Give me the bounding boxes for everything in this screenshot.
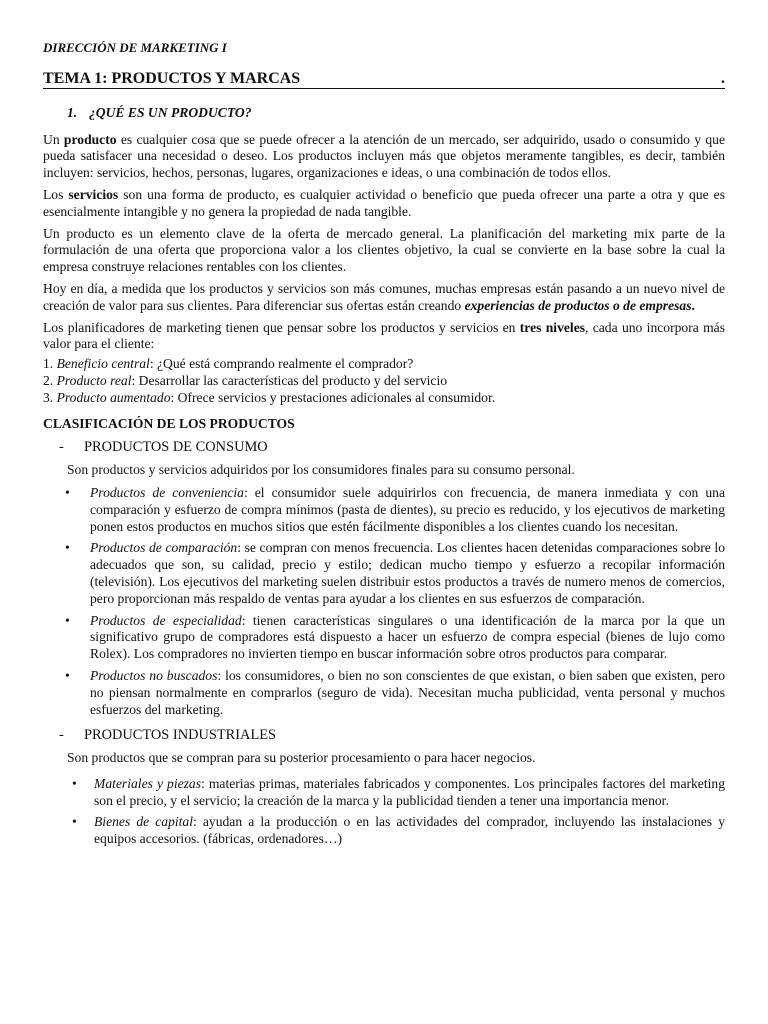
- item-term: Bienes de capital: [94, 814, 193, 830]
- industrial-products-title: PRODUCTOS INDUSTRIALES: [84, 727, 277, 744]
- level-term: Beneficio central: [56, 356, 150, 372]
- level-item: [43, 373, 725, 390]
- topic-title-end: .: [721, 69, 725, 87]
- section-heading: [67, 105, 725, 122]
- term-servicios: servicios: [68, 186, 119, 202]
- paragraph-product-definition: [43, 132, 725, 182]
- text-run: Los: [43, 186, 69, 202]
- item-term: Productos de especialidad: [90, 612, 242, 628]
- paragraph-market-offer: Un producto es un elemento clave de la oferta de mercado general. La planificación del marketing mix parte de la formulación de una oferta que proporciona valor a los clientes objetivo, la cual se convierte en la base sobre la cual la empresa construye relaciones rentables con los clientes.: [43, 225, 725, 275]
- industrial-products-intro: Son productos que se compran para su posterior procesamiento o para hacer negocios.: [67, 750, 536, 766]
- bullet-icon: •: [65, 667, 70, 683]
- section-title: ¿QUÉ ES UN PRODUCTO?: [89, 104, 252, 120]
- item-term: Productos de conveniencia: [90, 484, 244, 500]
- bullet-icon: •: [72, 775, 77, 791]
- text-run: Hoy en día, a medida que los productos y servicios son más comunes, muchas empresas están pasando a un nuevo nivel de creación de valor para sus clientes. Para diferenciar sus ofertas están creando: [43, 280, 725, 313]
- item-term: Materiales y piezas: [94, 775, 202, 791]
- text-run: Un: [43, 131, 64, 147]
- text-run: , cada uno incorpora más valor para el cliente:: [43, 319, 725, 352]
- industrial-products-heading: [59, 727, 725, 744]
- item-term: Productos no buscados: [90, 667, 218, 683]
- item-text: : el consumidor suele adquirirlos con frecuencia, de manera inmediata y con una comparación y esfuerzo de compra mínimos (pasta de dientes), su precio es reducido, y los ejecutivos de marketing ponen estos productos en muchos sitios que estén fácilmente disponibles a los clientes cuando los necesitan.: [90, 484, 725, 534]
- course-title: DIRECCIÓN DE MARKETING I: [43, 40, 227, 55]
- text-run: .: [691, 297, 695, 313]
- level-number: 2.: [43, 372, 57, 388]
- list-item: [43, 613, 725, 663]
- paragraph-three-levels: [43, 320, 725, 354]
- dash-marker: -: [59, 439, 64, 456]
- topic-title: [43, 70, 725, 89]
- level-text: : Desarrollar las características del producto y del servicio: [131, 372, 448, 388]
- item-text: : materias primas, materiales fabricados y componentes. Los principales factores del marketing son el precio, y el servicio; la creación de la marca y la publicidad tienden a tener una importancia menor.: [94, 775, 725, 808]
- level-number: 3.: [43, 389, 57, 405]
- classification-heading: CLASIFICACIÓN DE LOS PRODUCTOS: [43, 415, 295, 431]
- consumer-products-list: [43, 485, 725, 718]
- term-experiencias: experiencias de productos o de empresas: [464, 297, 692, 313]
- dash-marker: -: [59, 727, 64, 744]
- level-item: [43, 356, 725, 373]
- paragraph-experiences: [43, 281, 725, 315]
- level-term: Producto aumentado: [56, 389, 171, 405]
- level-term: Producto real: [56, 372, 132, 388]
- consumer-products-heading: [59, 439, 725, 456]
- level-text: : Ofrece servicios y prestaciones adicionales al consumidor.: [170, 389, 496, 405]
- level-item: [43, 390, 725, 407]
- item-text: : tienen características singulares o una identificación de la marca por la que un significativo grupo de compradores está dispuesto a hacer un esfuerzo de compra especial (bienes de lujo como Rolex). Los compradores no invierten tiempo en buscar información sobre otros productos para comparar.: [90, 612, 725, 662]
- level-text: : ¿Qué está comprando realmente el comprador?: [149, 356, 414, 372]
- item-text: : ayudan a la producción o en las actividades del comprador, incluyendo las instalaciones y equipos accesorios. (fábricas, ordenadores…): [94, 814, 725, 847]
- consumer-products-title: PRODUCTOS DE CONSUMO: [84, 439, 268, 456]
- section-number: 1.: [67, 104, 78, 120]
- list-item: [43, 485, 725, 535]
- levels-list: [43, 356, 725, 406]
- bullet-icon: •: [65, 540, 70, 556]
- bullet-icon: •: [65, 484, 70, 500]
- text-run: Los planificadores de marketing tienen que pensar sobre los productos y servicios en: [43, 319, 520, 335]
- bullet-icon: •: [65, 612, 70, 628]
- item-text: : se compran con menos frecuencia. Los clientes hacen detenidas comparaciones sobre lo adecuados que son, su calidad, precio y estilo; dedican mucho tiempo y esfuerzo a recopilar información (televisión). Los ejecutivos del marketing suelen distribuir estos productos a través de numero menos de comercios, pero proporcionan más respaldo de ventas para ayudar a los clientes en sus esfuerzos de comparación.: [90, 540, 725, 606]
- item-text: : los consumidores, o bien no son conscientes de que existan, o bien saben que existen, pero no piensan normalmente en comprarlos (seguro de vida). Necesitan mucha publicidad, venta personal y muchos esfuerzos del marketing.: [90, 667, 725, 717]
- term-tres-niveles: tres niveles: [519, 319, 586, 335]
- list-item: [43, 776, 725, 810]
- item-term: Productos de comparación: [90, 540, 238, 556]
- list-item: [43, 540, 725, 607]
- paragraph-services: [43, 187, 725, 221]
- list-item: [43, 668, 725, 718]
- level-number: 1.: [43, 356, 57, 372]
- text-run: es cualquier cosa que se puede ofrecer a la atención de un mercado, ser adquirido, usado o consumido y que pueda satisfacer una necesidad o deseo. Los productos incluyen más que objetos meramente tangibles, es decir, también incluyen: servicios, hechos, personas, lugares, organizaciones e ideas, o una combinación de todos ellos.: [43, 131, 725, 181]
- topic-title-text: TEMA 1: PRODUCTOS Y MARCAS: [43, 69, 301, 87]
- list-item: [43, 814, 725, 848]
- bullet-icon: •: [72, 814, 77, 830]
- consumer-products-intro: Son productos y servicios adquiridos por los consumidores finales para su consumo personal.: [67, 462, 575, 478]
- text-run: son una forma de producto, es cualquier actividad o beneficio que pueda ofrecer una parte a otra y que es esencialmente intangible y no genera la propiedad de nada tangible.: [43, 186, 725, 219]
- industrial-products-list: [43, 776, 725, 848]
- term-producto: producto: [63, 131, 117, 147]
